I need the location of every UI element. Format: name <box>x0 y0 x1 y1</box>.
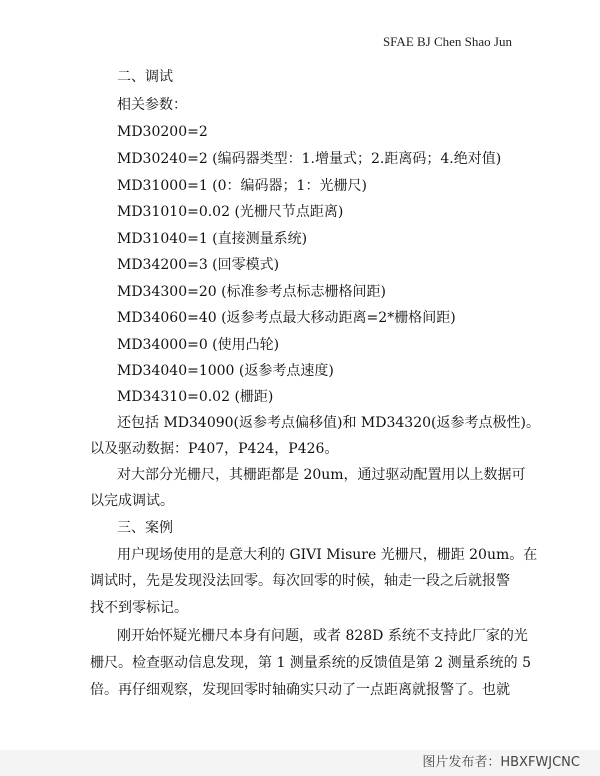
param-line: MD30240=2 (编码器类型：1.增量式；2.距离码；4.绝对值) <box>117 151 502 167</box>
text-line: 相关参数： <box>117 97 187 113</box>
text-line: 倍。再仔细观察，发现回零时轴确实只动了一点距离就报警了。也就 <box>90 682 510 698</box>
param-line: MD30200=2 <box>117 124 208 140</box>
publisher-watermark: 图片发布者：HBXFWJCNC <box>422 755 580 770</box>
text-line: 以完成调试。 <box>90 493 174 509</box>
text-line: 找不到零标记。 <box>90 600 188 616</box>
text-line: 对大部分光栅尺，其栅距都是 20um，通过驱动配置用以上数据可 <box>117 467 526 483</box>
param-line: MD31010=0.02 (光栅尺节点距离) <box>117 204 344 220</box>
param-line: MD34060=40 (返参考点最大移动距离=2*栅格间距) <box>117 310 456 326</box>
param-line: MD34310=0.02 (栅距) <box>117 389 274 405</box>
param-line: MD34040=1000 (返参考点速度) <box>117 363 334 379</box>
param-line: MD31000=1 (0：编码器；1：光栅尺) <box>117 178 367 194</box>
text-line: 以及驱动数据：P407，P424，P426。 <box>90 441 339 457</box>
param-line: MD34300=20 (标准参考点标志栅格间距) <box>117 284 387 300</box>
document-header-author: SFAE BJ Chen Shao Jun <box>382 34 512 49</box>
text-line: 还包括 MD34090(返参考点偏移值)和 MD34320(返参考点极性)。 <box>117 415 540 431</box>
param-line: MD31040=1 (直接测量系统) <box>117 231 308 247</box>
text-line: 调试时，先是发现没法回零。每次回零的时候，轴走一段之后就报警 <box>90 573 510 589</box>
text-line: 用户现场使用的是意大利的 GIVI Misure 光栅尺，栅距 20um。在 <box>117 547 538 563</box>
param-line: MD34000=0 (使用凸轮) <box>117 337 280 353</box>
text-line: 刚开始怀疑光栅尺本身有问题，或者 828D 系统不支持此厂家的光 <box>117 628 528 644</box>
watermark-footer <box>0 750 600 776</box>
section-heading-debug: 二、调试 <box>117 69 173 85</box>
text-line: 栅尺。检查驱动信息发现，第 1 测量系统的反馈值是第 2 测量系统的 5 <box>90 655 531 671</box>
param-line: MD34200=3 (回零模式) <box>117 257 280 273</box>
section-heading-case: 三、案例 <box>117 520 173 536</box>
